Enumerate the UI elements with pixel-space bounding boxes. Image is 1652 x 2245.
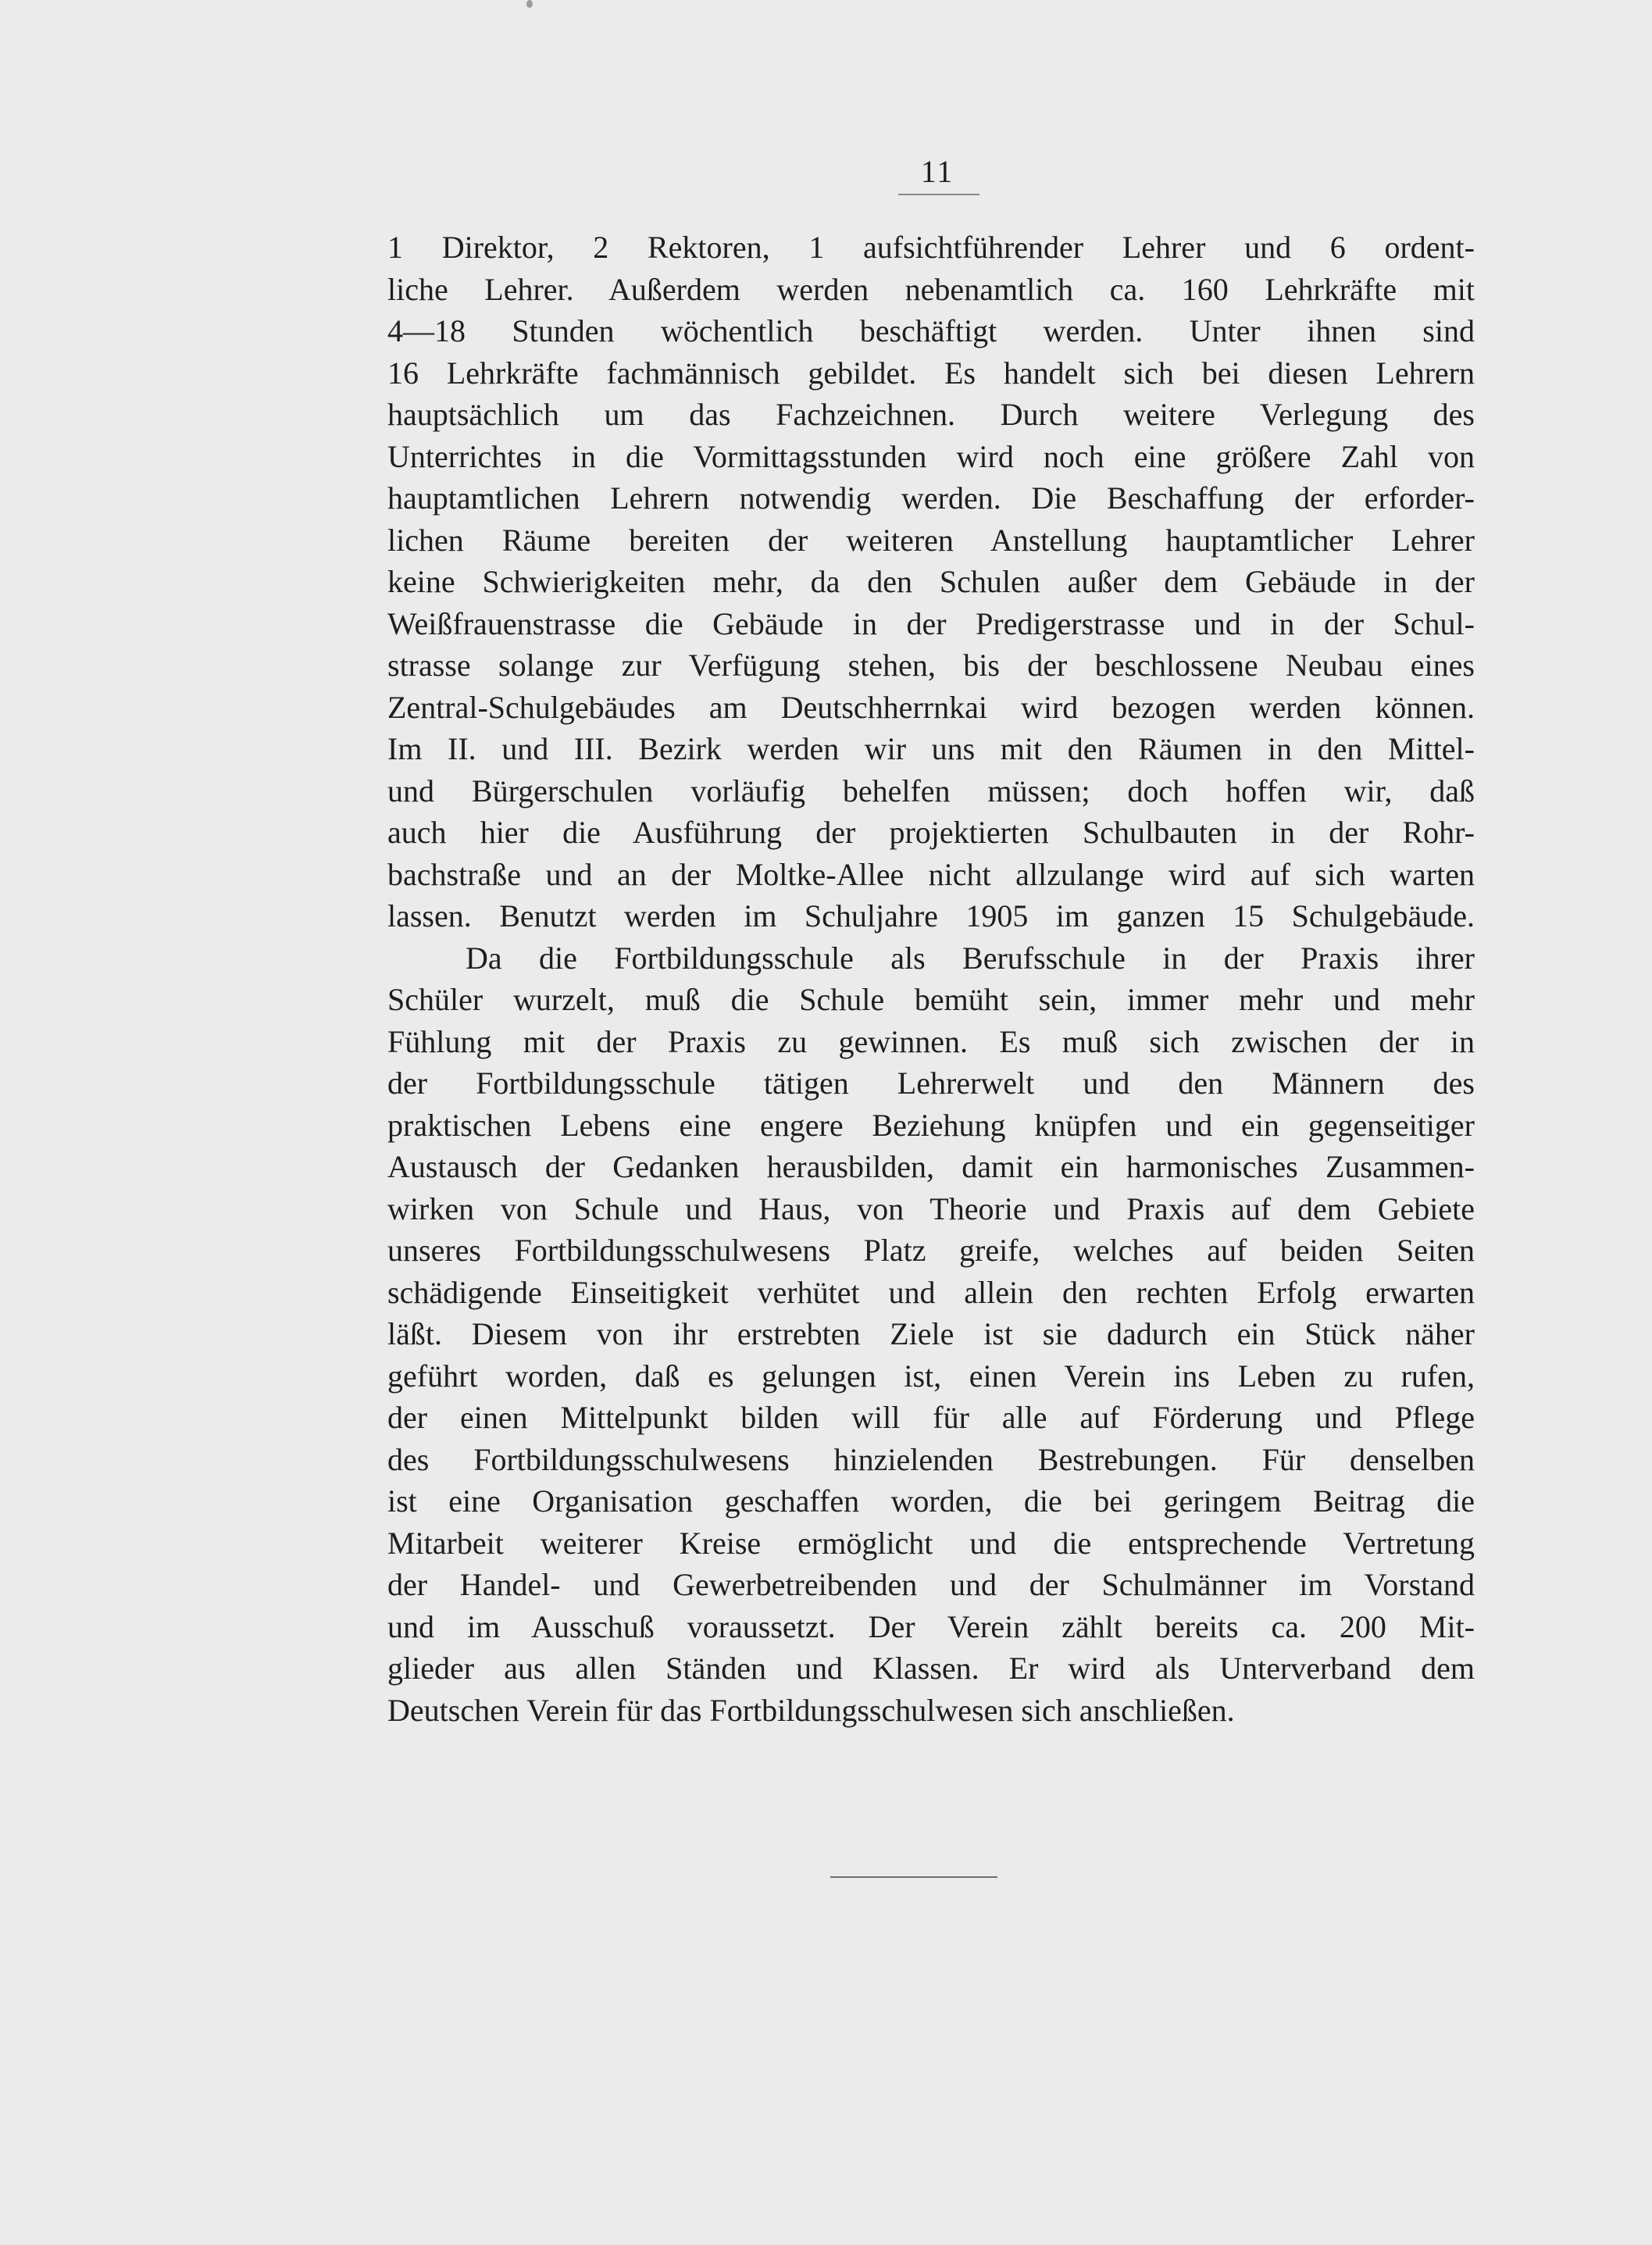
text-line: läßt. Diesem von ihr erstrebten Ziele ist sie dadurch ein Stück näher [387, 1316, 1475, 1351]
text-line: glieder aus allen Ständen und Klassen. Er wird als Unterverband dem [387, 1651, 1475, 1686]
text-line: Deutschen Verein für das Fortbildungsschulwesen sich anschließen. [387, 1692, 1235, 1728]
text-line: des Fortbildungsschulwesens hinzielenden Bestrebungen. Für denselben [387, 1441, 1475, 1477]
text-line: Schüler wurzelt, muß die Schule bemüht sein, immer mehr und mehr [387, 982, 1475, 1017]
text-line: Weißfrauenstrasse die Gebäude in der Predigerstrasse und in der Schul- [387, 605, 1475, 641]
text-line: schädigende Einseitigkeit verhütet und allein den rechten Erfolg erwarten [387, 1274, 1475, 1310]
text-line: Mitarbeit weiterer Kreise ermöglicht und die entsprechende Vertretung [387, 1525, 1475, 1561]
text-line: der Fortbildungsschule tätigen Lehrerwelt und den Männern des [387, 1065, 1475, 1101]
text-line: hauptamtlichen Lehrern notwendig werden. Die Beschaffung der erforder- [387, 480, 1475, 516]
text-line: Unterrichtes in die Vormittagsstunden wird noch eine größere Zahl von [387, 438, 1475, 474]
text-line: 16 Lehrkräfte fachmännisch gebildet. Es handelt sich bei diesen Lehrern [387, 355, 1475, 391]
text-line: Da die Fortbildungsschule als Berufsschule in der Praxis ihrer [466, 940, 1475, 976]
text-line: der Handel- und Gewerbetreibenden und der Schulmänner im Vorstand [387, 1567, 1475, 1602]
text-line: Zentral-Schulgebäudes am Deutschherrnkai wird bezogen werden können. [387, 689, 1475, 725]
text-line: unseres Fortbildungsschulwesens Platz greife, welches auf beiden Seiten [387, 1233, 1475, 1268]
text-line: Im II. und III. Bezirk werden wir uns mit den Räumen in den Mittel- [387, 731, 1475, 766]
text-line: keine Schwierigkeiten mehr, da den Schulen außer dem Gebäude in der [387, 564, 1475, 599]
text-line: 1 Direktor, 2 Rektoren, 1 aufsichtführender Lehrer und 6 ordent- [387, 230, 1475, 265]
body-text [387, 227, 1475, 1731]
ink-speck [526, 0, 533, 8]
text-line: auch hier die Ausführung der projektierten Schulbauten in der Rohr- [387, 815, 1475, 850]
closing-rule [830, 1876, 997, 1878]
page-number: 11 [920, 154, 954, 189]
text-line: der einen Mittelpunkt bilden will für alle auf Förderung und Pflege [387, 1400, 1475, 1435]
paragraph-2 [387, 937, 1475, 1732]
text-line: liche Lehrer. Außerdem werden nebenamtlich ca. 160 Lehrkräfte mit [387, 271, 1475, 307]
text-line: strasse solange zur Verfügung stehen, bis der beschlossene Neubau eines [387, 648, 1475, 683]
text-line: Fühlung mit der Praxis zu gewinnen. Es muß sich zwischen der in [387, 1023, 1475, 1059]
text-line: hauptsächlich um das Fachzeichnen. Durch weitere Verlegung des [387, 397, 1475, 432]
text-line: 4—18 Stunden wöchentlich beschäftigt werden. Unter ihnen sind [387, 313, 1475, 348]
text-line: ist eine Organisation geschaffen worden, die bei geringem Beitrag die [387, 1483, 1475, 1519]
text-line: und Bürgerschulen vorläufig behelfen müssen; doch hoffen wir, daß [387, 773, 1475, 808]
text-line: wirken von Schule und Haus, von Theorie und Praxis auf dem Gebiete [387, 1190, 1475, 1226]
page-number-rule [898, 194, 979, 195]
text-line: und im Ausschuß voraussetzt. Der Verein zählt bereits ca. 200 Mit- [387, 1608, 1475, 1644]
text-line: geführt worden, daß es gelungen ist, einen Verein ins Leben zu rufen, [387, 1358, 1475, 1394]
text-line: bachstraße und an der Moltke-Allee nicht allzulange wird auf sich warten [387, 856, 1475, 892]
text-line: praktischen Lebens eine engere Beziehung knüpfen und ein gegenseitiger [387, 1107, 1475, 1143]
text-line: Austausch der Gedanken herausbilden, damit ein harmonisches Zusammen- [387, 1149, 1475, 1184]
paragraph-1 [387, 227, 1475, 937]
text-line: lassen. Benutzt werden im Schuljahre 1905 im ganzen 15 Schulgebäude. [387, 898, 1475, 933]
text-line: lichen Räume bereiten der weiteren Anstellung hauptamtlicher Lehrer [387, 522, 1475, 558]
